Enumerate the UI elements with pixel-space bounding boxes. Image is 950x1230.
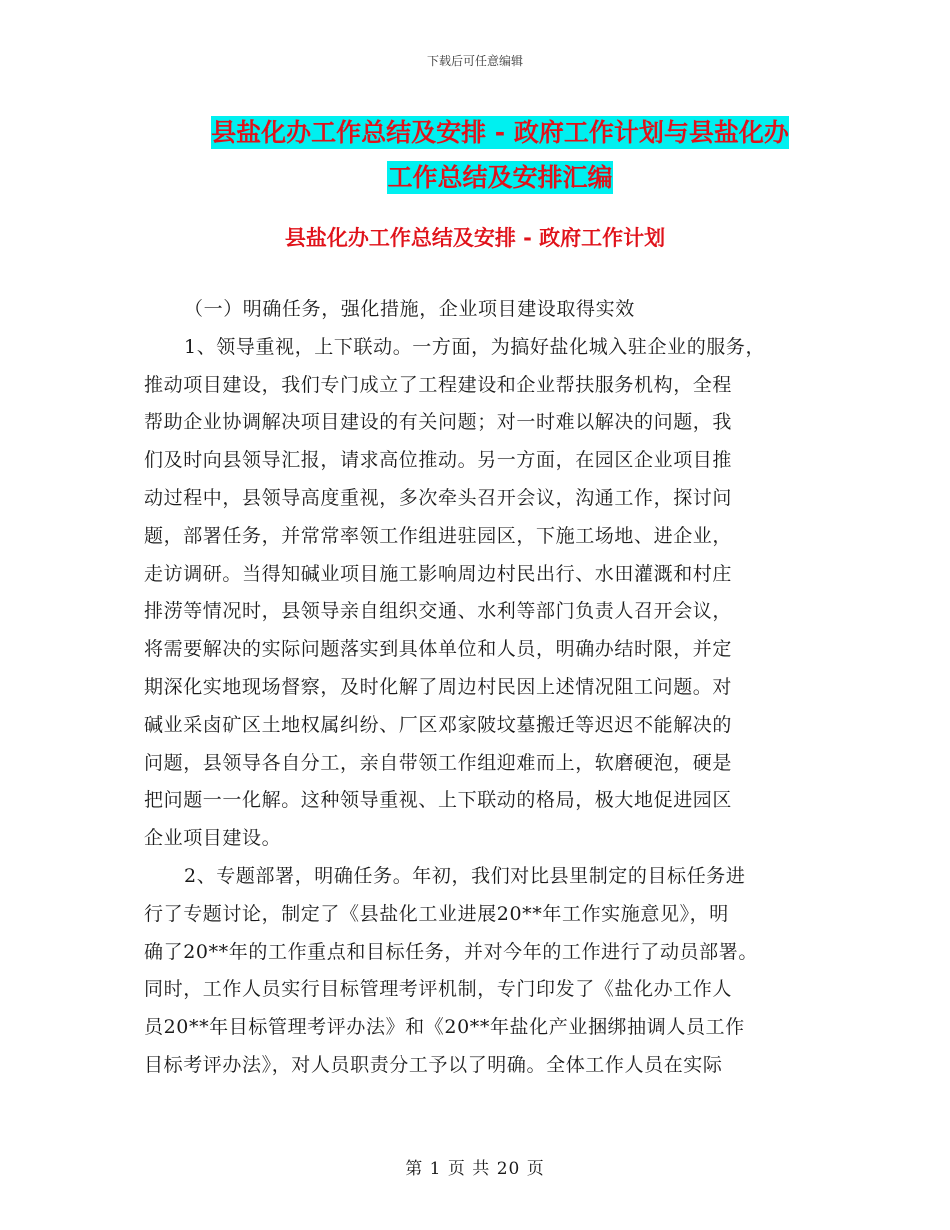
paragraph-line: 将需要解决的实际问题落实到具体单位和人员，明确办结时限，并定	[144, 638, 733, 661]
page-number: 第 1 页 共 20 页	[405, 1159, 545, 1179]
paragraph-line: 期深化实地现场督察，及时化解了周边村民因上述情况阻工问题。对	[144, 675, 733, 698]
paragraph-line: 行了专题讨论，制定了《县盐化工业进展20**年工作实施意见》，明	[144, 902, 729, 925]
paragraph-line: 帮助企业协调解决项目建设的有关问题；对一时难以解决的问题，我	[144, 411, 733, 434]
section-title: 县盐化办工作总结及安排 - 政府工作计划	[284, 226, 666, 250]
paragraph-line: 碱业采卤矿区土地权属纠纷、厂区邓家陂坟墓搬迁等迟迟不能解决的	[144, 713, 733, 736]
paragraph-line: 动过程中，县领导高度重视，多次牵头召开会议，沟通工作，探讨问	[144, 486, 733, 509]
paragraph-line: 企业项目建设。	[144, 827, 282, 850]
paragraph-line: 2、专题部署，明确任务。年初，我们对比县里制定的目标任务进	[184, 864, 746, 887]
paragraph-line: 同时，工作人员实行目标管理考评机制，专门印发了《盐化办工作人	[144, 978, 733, 1001]
document-title	[140, 110, 860, 200]
body-text	[144, 291, 824, 1085]
paragraph-line: 排涝等情况时，县领导亲自组织交通、水利等部门负责人召开会议，	[144, 600, 733, 623]
document-title-line-2: 工作总结及安排汇编	[387, 163, 613, 192]
paragraph-line: 把问题一一化解。这种领导重视、上下联动的格局，极大地促进园区	[144, 789, 733, 812]
header-note: 下载后可任意编辑	[426, 54, 523, 68]
subsection-heading: （一）明确任务，强化措施，企业项目建设取得实效	[184, 298, 635, 320]
paragraph-line: 1、领导重视，上下联动。一方面，为搞好盐化城入驻企业的服务，	[184, 335, 766, 358]
paragraph-line: 确了20**年的工作重点和目标任务，并对今年的工作进行了动员部署。	[144, 940, 758, 963]
paragraph-line: 们及时向县领导汇报，请求高位推动。另一方面，在园区企业项目推	[144, 449, 733, 472]
document-title-line-1: 县盐化办工作总结及安排 - 政府工作计划与县盐化办	[211, 118, 789, 147]
paragraph-line: 员20**年目标管理考评办法》和《20**年盐化产业捆绑抽调人员工作	[144, 1016, 745, 1039]
paragraph-line: 问题，县领导各自分工，亲自带领工作组迎难而上，软磨硬泡，硬是	[144, 751, 733, 774]
paragraph-line: 走访调研。当得知碱业项目施工影响周边村民出行、水田灌溉和村庄	[144, 562, 733, 585]
paragraph-line: 目标考评办法》，对人员职责分工予以了明确。全体工作人员在实际	[144, 1053, 723, 1076]
paragraph-line: 题，部署任务，并常常率领工作组进驻园区，下施工场地、进企业，	[144, 524, 733, 547]
paragraph-line: 推动项目建设，我们专门成立了工程建设和企业帮扶服务机构，全程	[144, 373, 733, 396]
